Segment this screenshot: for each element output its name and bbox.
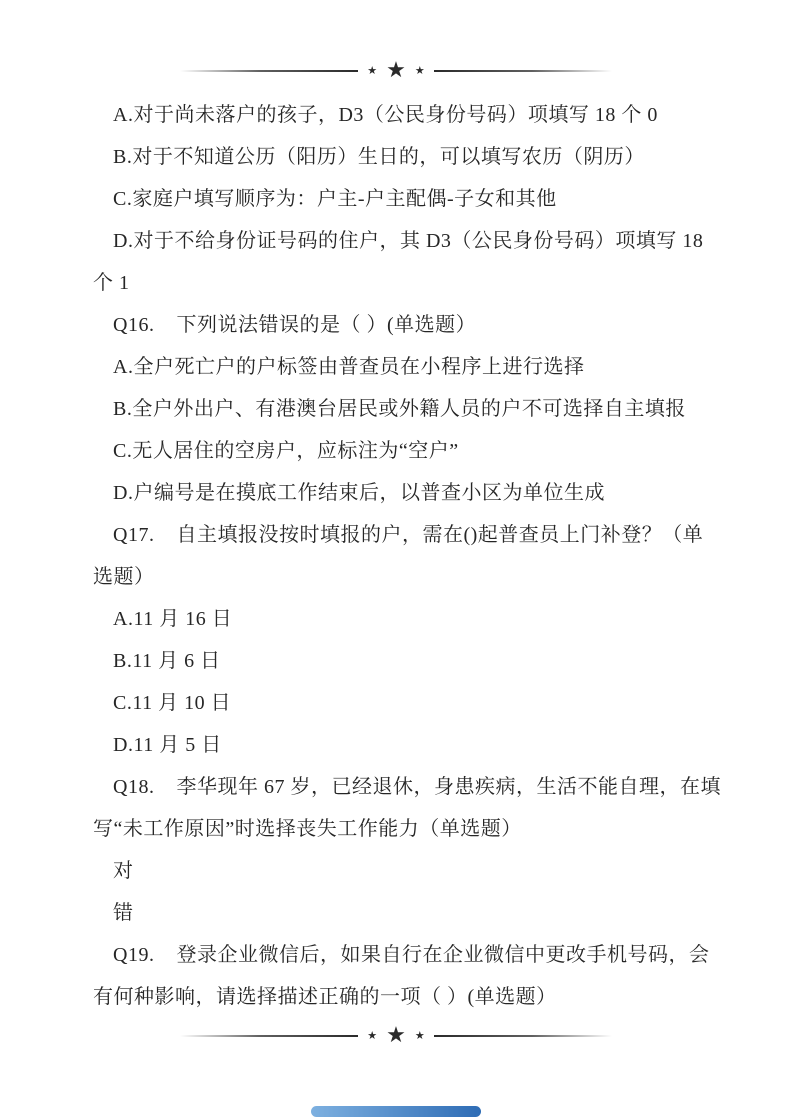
option-line: B.对于不知道公历（阳历）生日的，可以填写农历（阴历） — [113, 146, 645, 168]
option-line: C.家庭户填写顺序为：户主-户主配偶-子女和其他 — [113, 188, 557, 210]
divider-line-right — [434, 70, 612, 72]
option-line-false: 错 — [113, 902, 134, 924]
star-icon: ★ — [386, 57, 406, 82]
star-icon: ★ — [414, 64, 425, 77]
divider-line-left — [180, 1035, 358, 1037]
question-line-q17: Q17. 自主填报没按时填报的户，需在()起普查员上门补登？（单 — [113, 524, 704, 546]
star-icon: ★ — [367, 1029, 378, 1042]
option-line: D.11 月 5 日 — [113, 734, 222, 756]
question-line-q16: Q16. 下列说法错误的是（ ）(单选题） — [113, 314, 477, 336]
divider-line-right — [434, 1035, 612, 1037]
question-line-continuation: 有何种影响，请选择描述正确的一项（ ）(单选题） — [93, 986, 557, 1008]
star-icon: ★ — [414, 1029, 425, 1042]
option-line: C.无人居住的空房户，应标注为“空户” — [113, 440, 459, 462]
question-line-q18: Q18. 李华现年 67 岁，已经退休，身患疾病，生活不能自理，在填 — [113, 776, 721, 798]
option-line: B.11 月 6 日 — [113, 650, 221, 672]
option-line: B.全户外出户、有港澳台居民或外籍人员的户不可选择自主填报 — [113, 398, 686, 420]
question-line-continuation: 写“未工作原因”时选择丧失工作能力（单选题） — [93, 818, 522, 840]
question-line-continuation: 选题） — [93, 566, 155, 588]
option-line: C.11 月 10 日 — [113, 692, 232, 714]
scroll-indicator[interactable] — [311, 1106, 481, 1117]
question-text-block — [93, 94, 721, 1018]
option-line: A.对于尚未落户的孩子，D3（公民身份号码）项填写 18 个 0 — [113, 104, 658, 126]
bottom-star-divider — [0, 1022, 792, 1047]
question-line-q19: Q19. 登录企业微信后，如果自行在企业微信中更改手机号码，会 — [113, 944, 710, 966]
option-line: D.户编号是在摸底工作结束后，以普查小区为单位生成 — [113, 482, 605, 504]
option-line: D.对于不给身份证号码的住户，其 D3（公民身份号码）项填写 18 — [113, 230, 704, 252]
option-line-continuation: 个 1 — [93, 272, 130, 294]
top-star-divider — [0, 57, 792, 82]
star-icon: ★ — [367, 64, 378, 77]
divider-line-left — [180, 70, 358, 72]
option-line-true: 对 — [113, 860, 134, 882]
option-line: A.全户死亡户的户标签由普查员在小程序上进行选择 — [113, 356, 585, 378]
star-icon: ★ — [386, 1022, 406, 1047]
option-line: A.11 月 16 日 — [113, 608, 233, 630]
